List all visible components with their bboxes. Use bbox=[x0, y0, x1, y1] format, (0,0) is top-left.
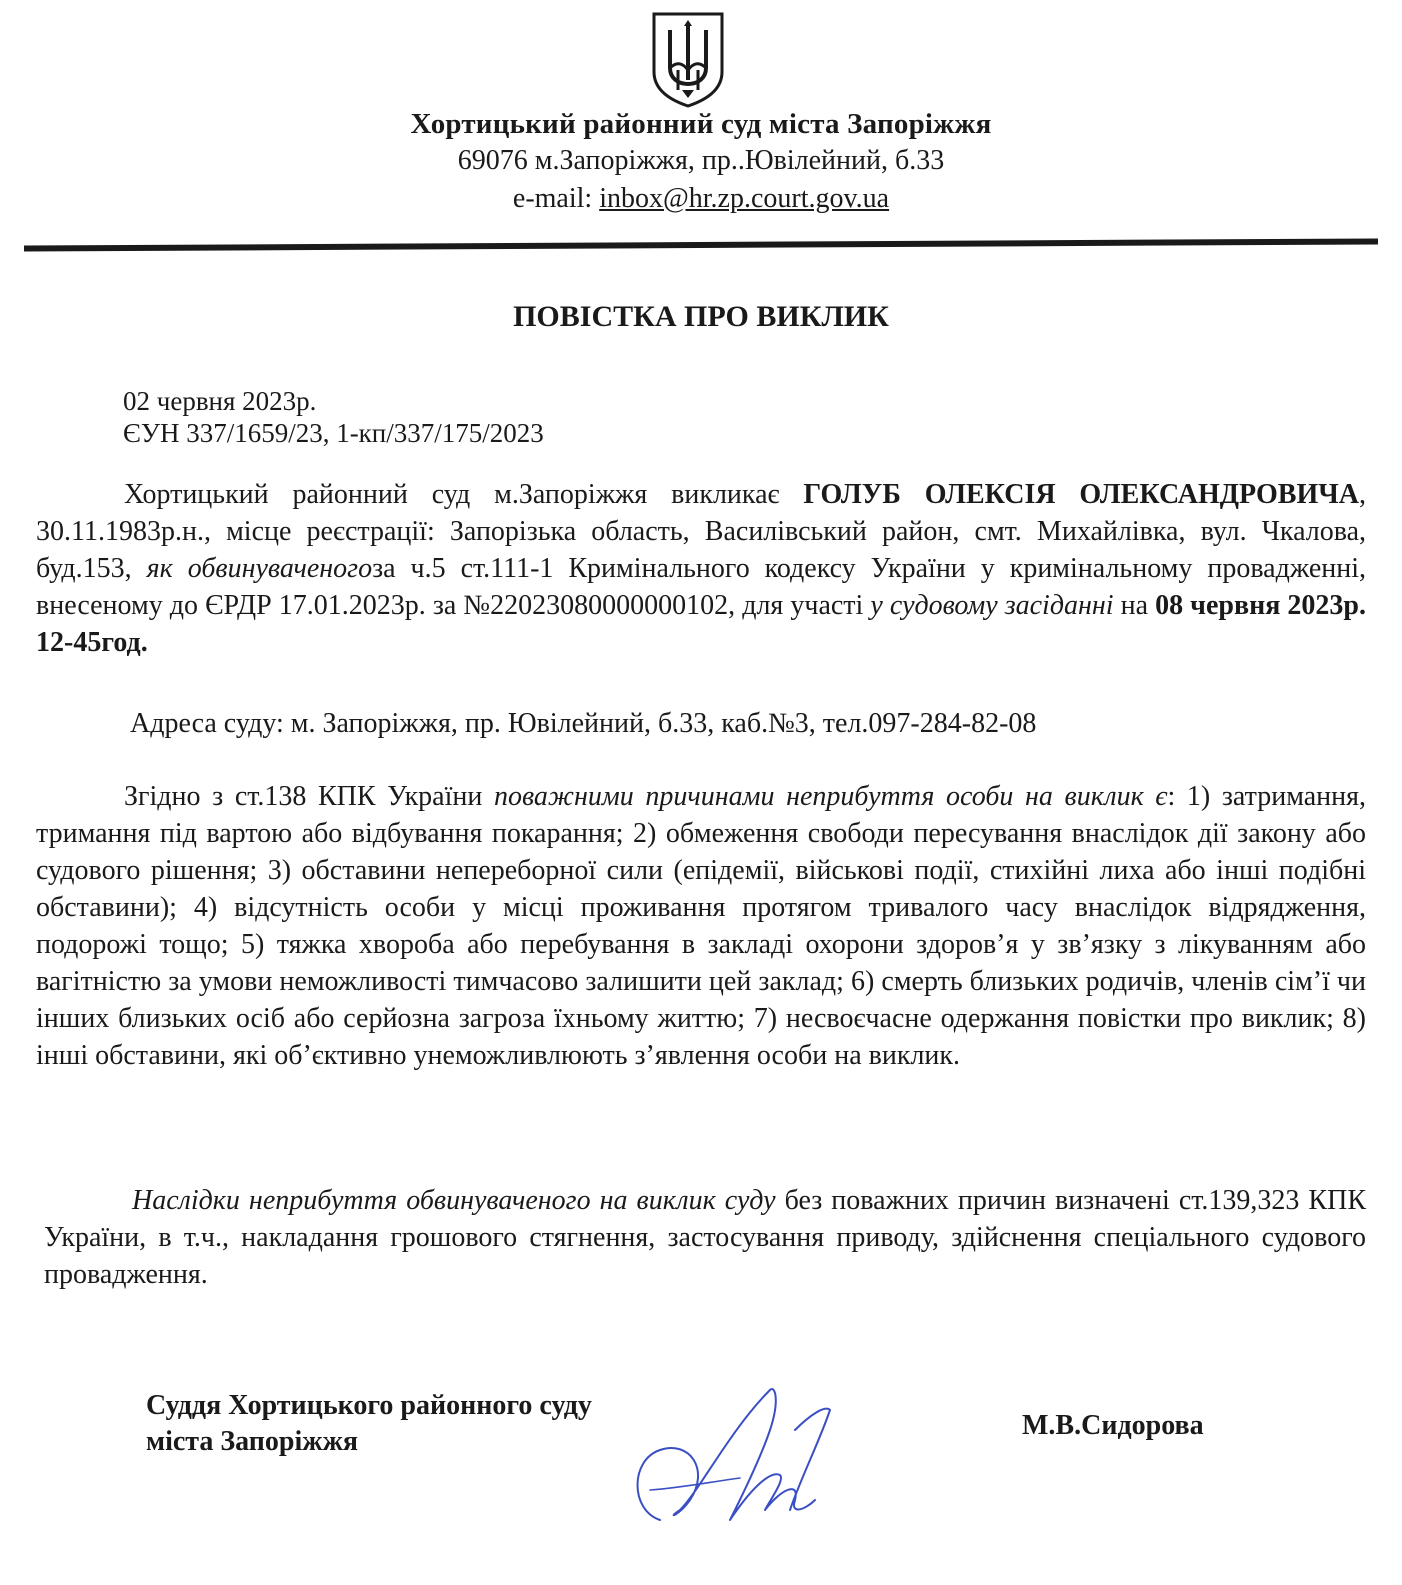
court-address: 69076 м.Запоріжжя, пр..Ювілейний, б.33 bbox=[457, 145, 945, 176]
court-name: Хортицький районний суд міста Запоріжжя bbox=[410, 108, 992, 140]
document-date: 02 червня 2023р. bbox=[123, 386, 317, 416]
hearing-on: на bbox=[1113, 590, 1156, 621]
document-title: ПОВІСТКА ПРО ВИКЛИК bbox=[513, 300, 889, 333]
signatory-position bbox=[146, 1388, 592, 1460]
hearing-datetime: 08 червня 2023р. 12-45год. bbox=[36, 590, 1366, 658]
court-address-line: Адреса суду: м. Запоріжжя, пр. Ювілейний, б.33, каб.№3, тел.097-284-82-08 bbox=[130, 708, 1037, 739]
handwritten-signature bbox=[620, 1370, 850, 1550]
consequences-paragraph bbox=[44, 1182, 1366, 1293]
case-numbers: ЄУН 337/1659/23, 1-кп/337/175/2023 bbox=[123, 418, 544, 448]
summons-intro: Хортицький районний суд м.Запоріжжя викликає bbox=[124, 479, 804, 510]
consequences-body: без поважних причин визначені ст.139,323 КПК України, в т.ч., накладання грошового стягнення, застосування приводу, здійснення спеціального судового провадження. bbox=[44, 1185, 1367, 1290]
coat-of-arms-icon bbox=[648, 10, 728, 108]
consequences-italic: Наслідки неприбуття обвинуваченого на виклик суду bbox=[132, 1185, 776, 1216]
email-label: e-mail: bbox=[512, 183, 600, 214]
accused-role: як обвинуваченого bbox=[146, 553, 373, 584]
valid-reasons-paragraph bbox=[36, 778, 1366, 1074]
signatory-position-line1: Суддя Хортицького районного суду bbox=[146, 1390, 592, 1421]
reasons-lead-italic: поважними причинами неприбуття особи на виклик є bbox=[493, 781, 1168, 812]
header-divider bbox=[24, 238, 1378, 251]
signatory-position-line2: міста Запоріжжя bbox=[146, 1426, 359, 1457]
reasons-lead: Згідно з ст.138 КПК України bbox=[124, 781, 494, 812]
hearing-label: у судовому засіданні bbox=[870, 590, 1114, 621]
email-link[interactable]: inbox@hr.zp.court.gov.ua bbox=[599, 183, 890, 214]
court-email bbox=[0, 183, 1402, 215]
charge-text: за ч.5 ст.111-1 Кримінального кодексу України у кримінальному провадженні, внесеному до ЄРДР 17.01.2023р. за №22023080000000102, для участі bbox=[36, 553, 1367, 621]
accused-name: ГОЛУБ ОЛЕКСІЯ ОЛЕКСАНДРОВИЧА bbox=[803, 479, 1359, 510]
signatory-name: М.В.Сидорова bbox=[1022, 1410, 1204, 1441]
accused-details: , 30.11.1983р.н., місце реєстрації: Запорізька область, Василівський район, смт. Михайлівка, вул. Чкалова, буд.153, bbox=[36, 479, 1366, 584]
reasons-body: : 1) затримання, тримання під вартою або відбування покарання; 2) обмеження свободи пересування внаслідок дії закону або судового рішення; 3) обставини непереборної сили (епідемії, військові події, стихійні лиха або інші подібні обставини); 4) відсутність особи у місці проживання протягом тривалого часу внаслідок відрядження, подорожі тощо; 5) тяжка хвороба або перебування в закладі охорони здоров’я у зв’язку з лікуванням або вагітністю за умови неможливості тимчасово залишити цей заклад; 6) смерть близьких родичів, членів сім’ї чи інших близьких осіб або серйозна загроза їхньому життю; 7) несвоєчасне одержання повістки про виклик; 8) інші обставини, які об’єктивно унеможливлюють з’явлення особи на виклик. bbox=[36, 781, 1366, 1071]
summons-paragraph bbox=[36, 476, 1366, 661]
